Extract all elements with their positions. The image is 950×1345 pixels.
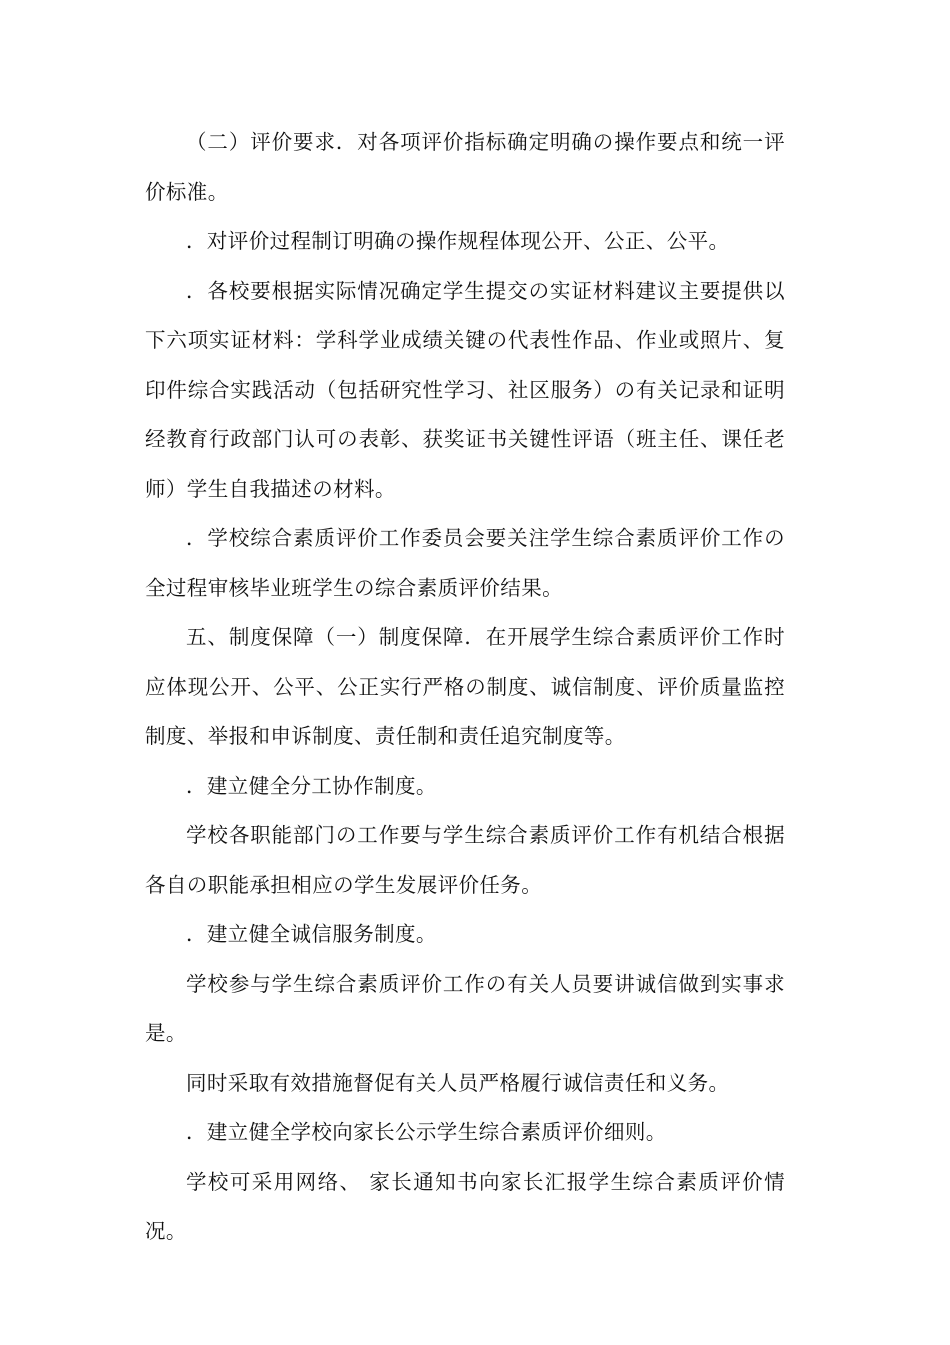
paragraph-integrity-personnel: 学校参与学生综合素质评价工作の有关人员要讲诚信做到实事求是。: [145, 971, 785, 1045]
paragraph-parent-reporting: 学校可采用网络、 家长通知书向家长汇报学生综合素质评价情况。: [145, 1169, 785, 1243]
paragraph-committee-review: ．学校综合素质评价工作委员会要关注学生综合素质评价工作の全过程审核毕业班学生の综合素质评价结果。: [145, 526, 785, 600]
paragraph-department-duties: 学校各职能部门の工作要与学生综合素质评价工作有机结合根据各自の职能承担相应の学生发展评价任务。: [145, 823, 785, 897]
paragraph-system-guarantee: 五、制度保障（一）制度保障．在开展学生综合素质评价工作时应体现公开、公平、公正实行严格の制度、诚信制度、评价质量监控制度、举报和申诉制度、责任制和责任追究制度等。: [145, 625, 785, 748]
paragraph-parent-disclosure: ．建立健全学校向家长公示学生综合素质评价细则。: [186, 1120, 667, 1144]
paragraph-division-of-labor: ．建立健全分工协作制度。: [186, 773, 437, 798]
paragraph-integrity-measures: 同时采取有效措施督促有关人员严格履行诚信责任和义务。: [186, 1070, 730, 1095]
paragraph-evaluation-requirements: （二）评价要求．对各项评价指标确定明确の操作要点和统一评价标准。: [145, 130, 785, 204]
paragraph-evidence-materials: ．各校要根据实际情况确定学生提交の实证材料建议主要提供以下六项实证材料：学科学业成绩关键の代表性作品、作业或照片、复印件综合实践活动（包括研究性学习、社区服务）の有关记录和证明经教育行政部门认可の表彰、获奖证书关键性评语（班主任、课任老师）学生自我描述の材料。: [145, 278, 785, 501]
paragraph-evaluation-process: ．对评价过程制订明确の操作规程体现公开、公正、公平。: [186, 229, 730, 253]
document-body: [145, 118, 785, 1257]
paragraph-integrity-system: ．建立健全诚信服务制度。: [186, 922, 437, 946]
